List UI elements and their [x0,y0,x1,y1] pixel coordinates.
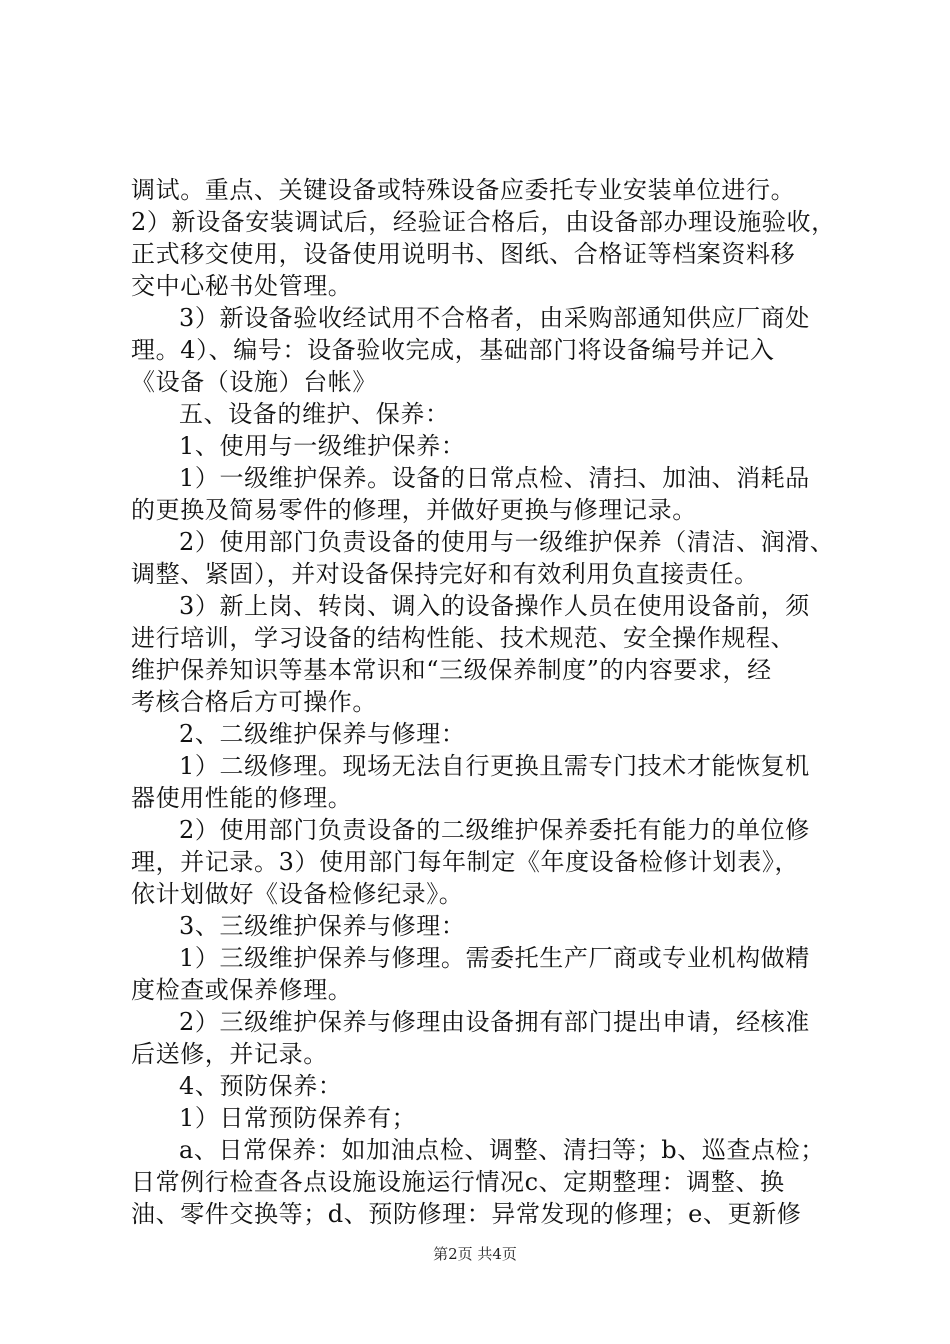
text-line: 2）使用部门负责设备的二级维护保养委托有能力的单位修 [179,816,810,844]
text-line: 1）三级维护保养与修理。需委托生产厂商或专业机构做精 [179,944,810,972]
text-line: 2）新设备安装调试后，经验证合格后，由设备部办理设施验收， [131,208,836,236]
text-line: 调整、紧固），并对设备保持完好和有效利用负直接责任。 [131,560,759,588]
text-line: 理，并记录。3）使用部门每年制定《年度设备检修计划表》， [131,848,800,876]
text-line: 的更换及简易零件的修理，并做好更换与修理记录。 [131,496,697,524]
text-line: 依计划做好《设备检修纪录》。 [131,880,464,908]
text-line: 3）新设备验收经试用不合格者，由采购部通知供应厂商处 [179,304,810,332]
text-line: 《设备（设施）台帐》 [131,368,377,396]
text-line: a、日常保养：如加油点检、调整、清扫等；b、巡查点检； [179,1136,825,1164]
text-line: 调试。重点、关键设备或特殊设备应委托专业安装单位进行。 [131,176,796,204]
text-line: 1）日常预防保养有； [179,1104,417,1132]
page-footer: 第2页 共4页 [433,1245,517,1263]
text-line: 度检查或保养修理。 [131,976,353,1004]
text-line: 2、二级维护保养与修理： [179,720,466,748]
text-line: 进行培训，学习设备的结构性能、技术规范、安全操作规程、 [131,624,796,652]
text-line: 器使用性能的修理。 [131,784,353,812]
text-line: 日常例行检查各点设施设施运行情况c、定期整理：调整、换 [131,1168,785,1196]
text-line: 考核合格后方可操作。 [131,688,377,716]
text-line: 正式移交使用，设备使用说明书、图纸、合格证等档案资料移 [131,240,796,268]
text-line: 3）新上岗、转岗、调入的设备操作人员在使用设备前，须 [179,592,810,620]
text-line: 后送修，并记录。 [131,1040,328,1068]
text-line: 油、零件交换等；d、预防修理：异常发现的修理；e、更新修 [131,1200,802,1228]
text-line: 1、使用与一级维护保养： [179,432,466,460]
text-line: 交中心秘书处管理。 [131,272,353,300]
text-line: 五、设备的维护、保养： [179,400,450,428]
text-line: 1）一级维护保养。设备的日常点检、清扫、加油、消耗品 [179,464,810,492]
text-line: 理。4）、编号：设备验收完成，基础部门将设备编号并记入 [131,336,775,364]
text-line: 1）二级修理。现场无法自行更换且需专门技术才能恢复机 [179,752,810,780]
text-line: 2）三级维护保养与修理由设备拥有部门提出申请，经核准 [179,1008,810,1036]
document-body [131,174,836,1230]
text-line: 4、预防保养： [179,1072,343,1100]
text-line: 2）使用部门负责设备的使用与一级维护保养（清洁、润滑、 [179,528,835,556]
text-line: 3、三级维护保养与修理： [179,912,466,940]
text-line: 维护保养知识等基本常识和“三级保养制度”的内容要求，经 [131,656,772,684]
